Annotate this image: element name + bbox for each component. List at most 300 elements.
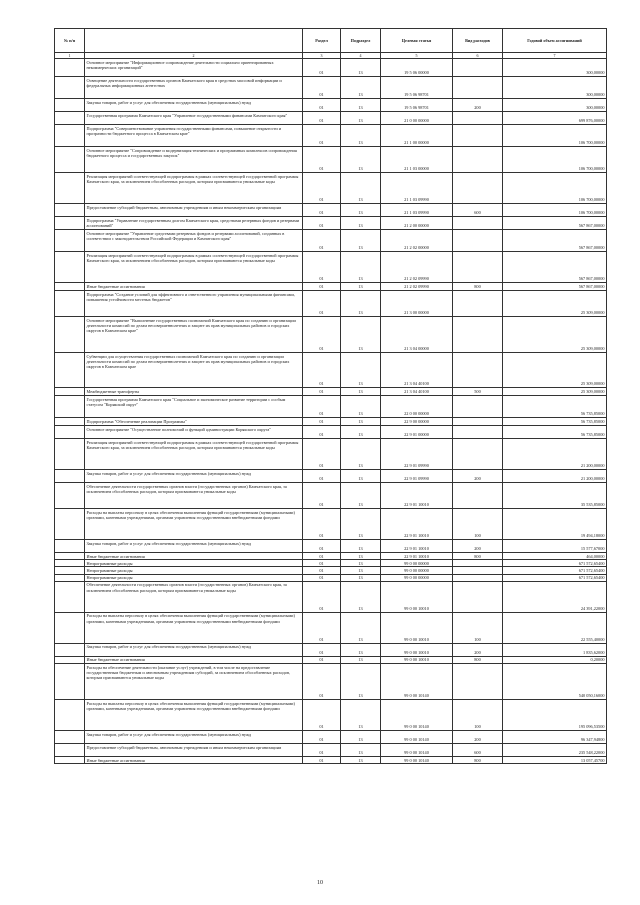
cell-type (453, 291, 503, 317)
cell-article: 99 0 00 10140 (381, 664, 453, 700)
table-row (55, 612, 607, 643)
header-section: Раздел (303, 29, 341, 53)
cell-subsection: 13 (341, 99, 381, 112)
table-row (55, 396, 607, 418)
cell-description: Закупка товаров, работ и услуг для обеспечения государственных (муниципальных) нужд (85, 470, 303, 483)
table-row (55, 99, 607, 112)
cell-amount: 1 835,62000 (503, 643, 607, 656)
cell-amount: 22 555,40000 (503, 612, 607, 643)
cell-subsection: 13 (341, 283, 381, 291)
cell-num (55, 509, 85, 540)
cell-article: 21 1 00 00000 (381, 125, 453, 147)
cell-description: Основное мероприятие "Информационное сопровождение деятельности социально ориентированных некоммерческих организаций" (85, 59, 303, 77)
cell-section: 01 (303, 125, 341, 147)
cell-subsection: 13 (341, 230, 381, 252)
cell-num (55, 483, 85, 509)
cell-type (453, 664, 503, 700)
cell-section: 01 (303, 217, 341, 230)
cell-description: Расходы на обеспечение деятельности (оказание услуг) учреждений, в том числе на предоставление государственным бюджетным и автономным учреждениям субсидий, за исключением обособленных расходов, которым присваиваются уникальные коды (85, 664, 303, 700)
cell-subsection: 13 (341, 540, 381, 553)
cell-description: Непрограммные расходы (85, 574, 303, 581)
cell-section: 01 (303, 553, 341, 560)
cell-amount: 699 876,00000 (503, 112, 607, 125)
cell-subsection: 13 (341, 396, 381, 418)
cell-type: 200 (453, 540, 503, 553)
cell-article: 21 2 00 00000 (381, 217, 453, 230)
cell-type (453, 581, 503, 612)
header-num: № п/п (55, 29, 85, 53)
cell-article: 22 9 01 09990 (381, 470, 453, 483)
col-number: 1 (55, 53, 85, 59)
cell-article: 21 3 04 00000 (381, 317, 453, 353)
cell-type (453, 59, 503, 77)
cell-type: 100 (453, 700, 503, 731)
cell-type (453, 396, 503, 418)
cell-subsection: 13 (341, 147, 381, 173)
cell-subsection: 13 (341, 470, 381, 483)
cell-num (55, 317, 85, 353)
col-number: 3 (303, 53, 341, 59)
cell-num (55, 204, 85, 217)
table-row (55, 388, 607, 396)
cell-amount: 15 577,67000 (503, 540, 607, 553)
cell-article: 22 9 01 10010 (381, 540, 453, 553)
cell-article: 99 0 00 10010 (381, 612, 453, 643)
cell-article: 21 1 03 00000 (381, 147, 453, 173)
table-row (55, 230, 607, 252)
table-row (55, 418, 607, 426)
cell-subsection: 13 (341, 574, 381, 581)
cell-section: 01 (303, 317, 341, 353)
cell-num (55, 560, 85, 567)
cell-article: 21 2 02 09990 (381, 252, 453, 283)
col-number: 6 (453, 53, 503, 59)
cell-subsection: 13 (341, 204, 381, 217)
table-row (55, 757, 607, 764)
cell-amount: 96 347,94800 (503, 731, 607, 744)
cell-article: 99 0 00 10140 (381, 744, 453, 757)
cell-article: 99 0 00 10010 (381, 643, 453, 656)
col-number: 7 (503, 53, 607, 59)
table-row (55, 483, 607, 509)
cell-description: Иные бюджетные ассигнования (85, 757, 303, 764)
cell-subsection: 13 (341, 567, 381, 574)
cell-type (453, 217, 503, 230)
cell-section: 01 (303, 204, 341, 217)
cell-article: 22 9 01 09990 (381, 439, 453, 470)
cell-amount: 25 309,00000 (503, 317, 607, 353)
cell-description: Реализация мероприятий соответствующей подпрограммы в рамках соответствующей государственной программы Камчатского края, за исключением обособленных расходов, которым присваиваются уникальные коды (85, 439, 303, 470)
cell-section: 01 (303, 567, 341, 574)
cell-amount: 25 309,00000 (503, 291, 607, 317)
cell-subsection: 13 (341, 317, 381, 353)
col-number: 2 (85, 53, 303, 59)
cell-type (453, 173, 503, 204)
cell-num (55, 439, 85, 470)
cell-description: Подпрограмма "Совершенствование управления государственными финансами, повышение открытости и прозрачности бюджетного процесса в Камчатском крае" (85, 125, 303, 147)
cell-article: 19 5 06 98701 (381, 99, 453, 112)
table-row (55, 509, 607, 540)
cell-subsection: 13 (341, 173, 381, 204)
cell-num (55, 744, 85, 757)
cell-type: 200 (453, 99, 503, 112)
cell-description: Закупка товаров, работ и услуг для обеспечения государственных (муниципальных) нужд (85, 99, 303, 112)
table-row (55, 700, 607, 731)
cell-article: 19 5 06 98701 (381, 77, 453, 99)
cell-description: Подпрограмма "Управление государственным долгом Камчатского края, средствами резервных фондов и резервами ассигнований" (85, 217, 303, 230)
cell-article: 99 0 00 00000 (381, 567, 453, 574)
cell-section: 01 (303, 612, 341, 643)
cell-subsection: 13 (341, 426, 381, 439)
table-row (55, 540, 607, 553)
cell-article: 22 9 01 00000 (381, 426, 453, 439)
cell-description: Подпрограмма "Создание условий для эффективного и ответственного управления муниципальными финансами, повышения устойчивости местных бюджетов" (85, 291, 303, 317)
cell-subsection: 13 (341, 744, 381, 757)
cell-amount: 0,20000 (503, 656, 607, 663)
table-row (55, 283, 607, 291)
cell-subsection: 13 (341, 291, 381, 317)
cell-subsection: 13 (341, 700, 381, 731)
table-row (55, 173, 607, 204)
cell-description: Иные бюджетные ассигнования (85, 553, 303, 560)
cell-section: 01 (303, 77, 341, 99)
cell-section: 01 (303, 173, 341, 204)
cell-section: 01 (303, 700, 341, 731)
cell-article: 22 0 00 00000 (381, 396, 453, 418)
cell-amount: 671 572,65400 (503, 560, 607, 567)
cell-section: 01 (303, 99, 341, 112)
cell-num (55, 581, 85, 612)
table-row (55, 439, 607, 470)
cell-amount: 300,00000 (503, 59, 607, 77)
cell-num (55, 77, 85, 99)
cell-section: 01 (303, 757, 341, 764)
cell-amount: 567 867,00000 (503, 252, 607, 283)
cell-num (55, 353, 85, 388)
cell-subsection: 13 (341, 353, 381, 388)
cell-num (55, 173, 85, 204)
table-row (55, 664, 607, 700)
cell-subsection: 13 (341, 509, 381, 540)
cell-article: 21 3 04 40100 (381, 388, 453, 396)
cell-article: 21 2 02 09990 (381, 283, 453, 291)
cell-description: Расходы на выплаты персоналу в целях обеспечения выполнения функций государственными (муниципальными) органами, казенными учреждениями, органами управления государственными внебюджетными фондами (85, 700, 303, 731)
cell-article: 21 3 04 40100 (381, 353, 453, 388)
cell-description: Непрограммные расходы (85, 567, 303, 574)
cell-section: 01 (303, 664, 341, 700)
cell-num (55, 553, 85, 560)
table-row (55, 252, 607, 283)
cell-amount: 671 572,65400 (503, 567, 607, 574)
cell-type (453, 483, 503, 509)
cell-num (55, 283, 85, 291)
cell-description: Государственная программа Камчатского края "Социальное и экономическое развитие территории с особым статусом "Корякский округ" (85, 396, 303, 418)
budget-page (54, 28, 606, 764)
cell-section: 01 (303, 283, 341, 291)
cell-section: 01 (303, 509, 341, 540)
cell-num (55, 59, 85, 77)
cell-article: 22 9 01 10010 (381, 553, 453, 560)
cell-amount: 56 735,85000 (503, 426, 607, 439)
cell-type (453, 230, 503, 252)
table-row (55, 470, 607, 483)
cell-description: Основное мероприятие "Осуществление полномочий и функций администрации Корякского округа" (85, 426, 303, 439)
cell-amount: 24 391,22000 (503, 581, 607, 612)
cell-subsection: 13 (341, 731, 381, 744)
cell-num (55, 574, 85, 581)
table-row (55, 77, 607, 99)
cell-type (453, 439, 503, 470)
table-body (55, 59, 607, 764)
cell-num (55, 112, 85, 125)
cell-num (55, 99, 85, 112)
cell-description: Освещение деятельности государственных органов Камчатского края в средствах массовой информации и федеральных информационных агентствах (85, 77, 303, 99)
cell-num (55, 418, 85, 426)
cell-description: Реализация мероприятий соответствующей подпрограммы в рамках соответствующей государственной программы Камчатского края, за исключением обособленных расходов, которым присваиваются уникальные коды (85, 252, 303, 283)
cell-type (453, 317, 503, 353)
cell-article: 19 5 06 00000 (381, 59, 453, 77)
cell-section: 01 (303, 560, 341, 567)
cell-type (453, 567, 503, 574)
cell-article: 21 1 03 09990 (381, 173, 453, 204)
cell-section: 01 (303, 396, 341, 418)
cell-num (55, 470, 85, 483)
header-amount: Годовой объем ассигнований (503, 29, 607, 53)
cell-amount: 300,00000 (503, 99, 607, 112)
header-subsection: Подраздел (341, 29, 381, 53)
cell-description: Иные бюджетные ассигнования (85, 283, 303, 291)
cell-num (55, 656, 85, 663)
cell-article: 22 9 00 00000 (381, 418, 453, 426)
cell-type (453, 125, 503, 147)
cell-num (55, 125, 85, 147)
cell-amount: 540 050,16000 (503, 664, 607, 700)
cell-description: Закупка товаров, работ и услуг для обеспечения государственных (муниципальных) нужд (85, 731, 303, 744)
cell-amount: 464,00000 (503, 553, 607, 560)
cell-section: 01 (303, 574, 341, 581)
table-row (55, 553, 607, 560)
cell-num (55, 147, 85, 173)
cell-type (453, 77, 503, 99)
cell-subsection: 13 (341, 643, 381, 656)
cell-type: 200 (453, 643, 503, 656)
cell-amount: 56 735,85000 (503, 418, 607, 426)
cell-subsection: 13 (341, 612, 381, 643)
cell-amount: 25 309,00000 (503, 388, 607, 396)
cell-section: 01 (303, 426, 341, 439)
cell-description: Государственная программа Камчатского края "Управление государственными финансами Камчатского края" (85, 112, 303, 125)
cell-num (55, 757, 85, 764)
table-row (55, 59, 607, 77)
cell-article: 22 9 01 10010 (381, 509, 453, 540)
cell-num (55, 643, 85, 656)
cell-article: 21 0 00 00000 (381, 112, 453, 125)
cell-article: 21 2 02 00000 (381, 230, 453, 252)
cell-type (453, 418, 503, 426)
table-row (55, 656, 607, 663)
cell-num (55, 217, 85, 230)
cell-subsection: 13 (341, 77, 381, 99)
cell-amount: 300,00000 (503, 77, 607, 99)
cell-subsection: 13 (341, 656, 381, 663)
cell-subsection: 13 (341, 252, 381, 283)
cell-num (55, 700, 85, 731)
cell-amount: 567 867,00000 (503, 230, 607, 252)
table-row (55, 112, 607, 125)
cell-num (55, 612, 85, 643)
table-row (55, 317, 607, 353)
cell-article: 22 9 01 10010 (381, 483, 453, 509)
table-row (55, 574, 607, 581)
cell-description: Расходы на выплаты персоналу в целях обеспечения выполнения функций государственными (муниципальными) органами, казенными учреждениями, органами управления государственными внебюджетными фондами (85, 612, 303, 643)
cell-description: Предоставление субсидий бюджетным, автономным учреждениям и иным некоммерческим организациям (85, 744, 303, 757)
cell-subsection: 13 (341, 664, 381, 700)
cell-description: Предоставление субсидий бюджетным, автономным учреждениям и иным некоммерческим организациям (85, 204, 303, 217)
cell-type (453, 574, 503, 581)
table-row (55, 147, 607, 173)
cell-section: 01 (303, 581, 341, 612)
cell-type (453, 353, 503, 388)
cell-amount: 567 867,00000 (503, 217, 607, 230)
cell-num (55, 731, 85, 744)
cell-num (55, 291, 85, 317)
cell-section: 01 (303, 656, 341, 663)
cell-amount: 35 535,85000 (503, 483, 607, 509)
table-row (55, 217, 607, 230)
cell-amount: 19 494,18000 (503, 509, 607, 540)
cell-section: 01 (303, 483, 341, 509)
cell-description: Расходы на выплаты персоналу в целях обеспечения выполнения функций государственными (муниципальными) органами, казенными учреждениями, органами управления государственными внебюджетными фондами (85, 509, 303, 540)
cell-type: 500 (453, 388, 503, 396)
cell-amount: 567 867,00000 (503, 283, 607, 291)
cell-description: Подпрограмма "Обеспечение реализации Программы" (85, 418, 303, 426)
cell-subsection: 13 (341, 388, 381, 396)
cell-section: 01 (303, 388, 341, 396)
cell-description: Субвенции для осуществления государственных полномочий Камчатского края по созданию и организации деятельности комиссий по делам несовершеннолетних и защите их прав муниципальных районов и городских округов в Камчатском крае (85, 353, 303, 388)
table-row (55, 731, 607, 744)
cell-description: Непрограммные расходы (85, 560, 303, 567)
cell-num (55, 567, 85, 574)
cell-amount: 106 700,00000 (503, 173, 607, 204)
cell-amount: 13 057,45700 (503, 757, 607, 764)
table-row (55, 744, 607, 757)
cell-amount: 235 548,22000 (503, 744, 607, 757)
cell-description: Закупка товаров, работ и услуг для обеспечения государственных (муниципальных) нужд (85, 540, 303, 553)
cell-type: 200 (453, 470, 503, 483)
cell-amount: 21 200,00000 (503, 439, 607, 470)
page-number: 10 (317, 880, 323, 886)
cell-article: 99 0 00 10140 (381, 757, 453, 764)
cell-subsection: 13 (341, 125, 381, 147)
cell-type (453, 252, 503, 283)
cell-type (453, 147, 503, 173)
cell-subsection: 13 (341, 59, 381, 77)
table-row (55, 581, 607, 612)
cell-amount: 106 700,00000 (503, 125, 607, 147)
cell-num (55, 426, 85, 439)
cell-description: Основное мероприятие "Управление средствами резервных фондов и резервами ассигнований, созданных в соответствии с законодательством Российской Федерации и Камчатского края" (85, 230, 303, 252)
cell-section: 01 (303, 731, 341, 744)
cell-description: Основное мероприятие "Выполнение государственных полномочий Камчатского края по созданию и организации деятельности комиссий по делам несовершеннолетних и защите их прав муниципальных районов и городских округов в Камчатском крае" (85, 317, 303, 353)
table-row (55, 426, 607, 439)
table-row (55, 204, 607, 217)
cell-section: 01 (303, 59, 341, 77)
cell-section: 01 (303, 230, 341, 252)
cell-type: 600 (453, 744, 503, 757)
cell-type: 800 (453, 757, 503, 764)
cell-num (55, 540, 85, 553)
table-row (55, 560, 607, 567)
cell-num (55, 388, 85, 396)
cell-amount: 56 735,85000 (503, 396, 607, 418)
cell-subsection: 13 (341, 217, 381, 230)
cell-section: 01 (303, 418, 341, 426)
table-row (55, 125, 607, 147)
cell-section: 01 (303, 291, 341, 317)
cell-type: 100 (453, 612, 503, 643)
cell-type: 100 (453, 509, 503, 540)
table-row (55, 643, 607, 656)
cell-description: Реализация мероприятий соответствующей подпрограммы в рамках соответствующей государственной программы Камчатского края, за исключением обособленных расходов, которым присваиваются уникальные коды (85, 173, 303, 204)
cell-type (453, 112, 503, 125)
table-row (55, 291, 607, 317)
col-number: 5 (381, 53, 453, 59)
cell-amount: 25 309,00000 (503, 353, 607, 388)
cell-description: Межбюджетные трансферты (85, 388, 303, 396)
cell-description: Закупка товаров, работ и услуг для обеспечения государственных (муниципальных) нужд (85, 643, 303, 656)
cell-type: 800 (453, 553, 503, 560)
cell-num (55, 230, 85, 252)
cell-subsection: 13 (341, 483, 381, 509)
cell-description: Иные бюджетные ассигнования (85, 656, 303, 663)
cell-amount: 106 700,00000 (503, 147, 607, 173)
cell-num (55, 396, 85, 418)
cell-section: 01 (303, 353, 341, 388)
cell-article: 99 0 00 10010 (381, 656, 453, 663)
cell-type: 200 (453, 731, 503, 744)
cell-type: 600 (453, 204, 503, 217)
cell-subsection: 13 (341, 560, 381, 567)
cell-type: 800 (453, 656, 503, 663)
cell-subsection: 13 (341, 112, 381, 125)
cell-section: 01 (303, 112, 341, 125)
table-header-row (55, 29, 607, 53)
cell-subsection: 13 (341, 553, 381, 560)
cell-amount: 21 200,00000 (503, 470, 607, 483)
cell-section: 01 (303, 540, 341, 553)
cell-section: 01 (303, 744, 341, 757)
cell-article: 99 0 00 10140 (381, 731, 453, 744)
cell-article: 99 0 00 00000 (381, 574, 453, 581)
cell-type (453, 560, 503, 567)
cell-article: 99 0 00 00000 (381, 560, 453, 567)
cell-subsection: 13 (341, 439, 381, 470)
cell-description: Основное мероприятие "Сопровождение и модернизация технических и программных комплексов сопровождения бюджетного процесса и государственных закупок" (85, 147, 303, 173)
budget-table (54, 28, 607, 764)
cell-subsection: 13 (341, 581, 381, 612)
cell-article: 21 1 03 09990 (381, 204, 453, 217)
col-number: 4 (341, 53, 381, 59)
cell-section: 01 (303, 470, 341, 483)
cell-section: 01 (303, 252, 341, 283)
cell-section: 01 (303, 643, 341, 656)
header-article: Целевая статья (381, 29, 453, 53)
cell-amount: 106 700,00000 (503, 204, 607, 217)
cell-subsection: 13 (341, 418, 381, 426)
cell-num (55, 252, 85, 283)
cell-description: Обеспечение деятельности государственных органов власти (государственных органов) Камчатского края, за исключением обособленных расходов, которым присваиваются уникальные коды (85, 581, 303, 612)
cell-amount: 671 572,65400 (503, 574, 607, 581)
